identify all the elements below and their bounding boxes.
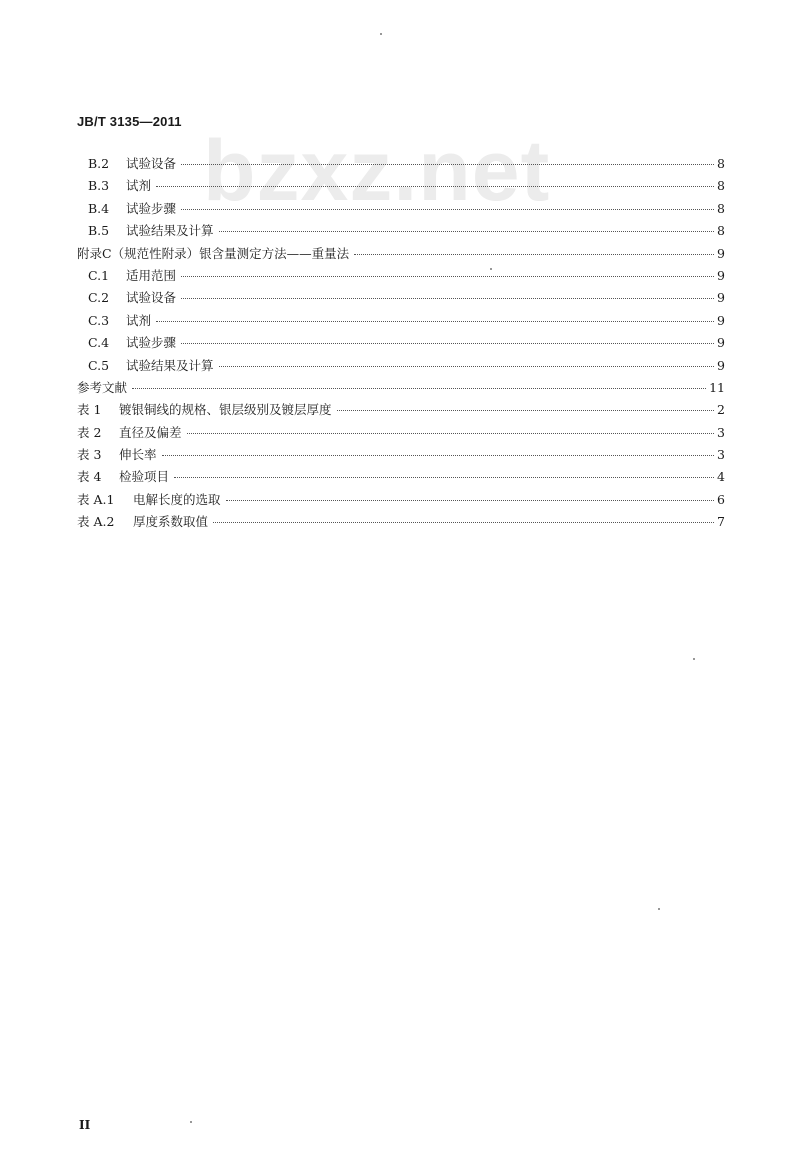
toc-entry-b4 — [77, 199, 725, 221]
toc-entry-code: 表 2 — [77, 424, 102, 440]
scan-speck — [380, 33, 382, 35]
toc-entry-page: 3 — [717, 447, 725, 463]
toc-entry-title: 试验结果及计算 — [126, 223, 214, 239]
toc-entry-table-4 — [77, 467, 725, 489]
toc-entry-code: 表 3 — [77, 447, 102, 463]
toc-entry-code: C.5 — [88, 357, 110, 373]
toc-entry-title: 检验项目 — [119, 469, 170, 485]
toc-leader-dots — [354, 254, 714, 255]
toc-entry-table-1 — [77, 400, 725, 422]
toc-entry-code: B.5 — [88, 223, 110, 239]
toc-entry-page: 9 — [717, 267, 725, 283]
toc-entry-table-3 — [77, 445, 725, 467]
toc-leader-dots — [219, 231, 714, 232]
toc-leader-dots — [156, 186, 714, 187]
toc-leader-dots — [181, 276, 714, 277]
toc-entry-title: 试验设备 — [126, 156, 177, 171]
scan-speck — [658, 908, 660, 910]
toc-entry-table-a1 — [77, 490, 725, 512]
toc-entry-page: 4 — [717, 469, 725, 485]
toc-entry-title: 镀银铜线的规格、银层级别及镀层厚度 — [119, 402, 332, 418]
toc-entry-code: B.2 — [88, 156, 110, 171]
toc-leader-dots — [219, 366, 714, 367]
toc-entry-page: 8 — [717, 200, 725, 216]
toc-entry-code: B.4 — [88, 200, 110, 216]
toc-leader-dots — [226, 500, 714, 501]
toc-entry-title: 伸长率 — [119, 447, 157, 463]
toc-entry-b3 — [77, 176, 725, 198]
toc-entry-title: 试验步骤 — [126, 335, 177, 351]
toc-entry-title: 试验设备 — [126, 290, 177, 306]
toc-entry-title: 试剂 — [126, 178, 152, 194]
toc-entry-page: 6 — [717, 491, 725, 507]
toc-entry-code: C.3 — [88, 312, 110, 328]
toc-entry-references — [77, 378, 725, 400]
toc-entry-page: 11 — [709, 379, 725, 395]
toc-entry-page: 3 — [717, 424, 725, 440]
table-of-contents — [77, 154, 725, 535]
toc-entry-b2 — [77, 154, 725, 176]
toc-leader-dots — [181, 209, 714, 210]
toc-entry-table-a2 — [77, 512, 725, 534]
toc-leader-dots — [213, 522, 714, 523]
toc-leader-dots — [187, 433, 714, 434]
toc-leader-dots — [181, 164, 714, 165]
toc-entry-c3 — [77, 311, 725, 333]
toc-leader-dots — [181, 298, 714, 299]
toc-leader-dots — [174, 477, 714, 478]
toc-leader-dots — [132, 388, 706, 389]
toc-entry-page: 2 — [717, 402, 725, 418]
toc-entry-appendix-c — [77, 244, 725, 266]
toc-entry-page: 9 — [717, 290, 725, 306]
toc-entry-code: C.4 — [88, 335, 110, 351]
toc-entry-code: C.1 — [88, 267, 110, 283]
toc-entry-title: 参考文献 — [77, 379, 128, 395]
toc-entry-page: 7 — [717, 514, 725, 530]
toc-leader-dots — [156, 321, 714, 322]
toc-entry-page: 9 — [717, 245, 725, 261]
toc-entry-page: 8 — [717, 178, 725, 194]
toc-entry-title: 适用范围 — [126, 267, 177, 283]
toc-leader-dots — [337, 410, 714, 411]
toc-entry-code: 表 A.2 — [77, 514, 115, 530]
toc-entry-title: 试验结果及计算 — [126, 357, 214, 373]
toc-entry-title: 厚度系数取值 — [133, 514, 209, 530]
toc-entry-title: 试验步骤 — [126, 200, 177, 216]
toc-entry-code: C.2 — [88, 290, 110, 306]
toc-entry-title: 试剂 — [126, 312, 152, 328]
watermark: bzxz.net — [203, 123, 551, 219]
toc-leader-dots — [162, 455, 714, 456]
toc-entry-code: 表 1 — [77, 402, 102, 418]
toc-entry-table-2 — [77, 423, 725, 445]
standard-number-header: JB/T 3135—2011 — [77, 114, 182, 129]
toc-entry-page: 8 — [717, 223, 725, 239]
page-number-footer: II — [79, 1118, 91, 1132]
toc-entry-title: 直径及偏差 — [119, 424, 182, 440]
toc-entry-code: B.3 — [88, 178, 110, 194]
toc-entry-page: 9 — [717, 335, 725, 351]
toc-entry-title: 附录C（规范性附录）银含量测定方法——重量法 — [77, 245, 350, 261]
toc-entry-code: 表 4 — [77, 469, 102, 485]
scan-speck — [693, 658, 695, 660]
toc-entry-c5 — [77, 356, 725, 378]
toc-entry-c2 — [77, 288, 725, 310]
toc-entry-code: 表 A.1 — [77, 491, 115, 507]
toc-entry-c1 — [77, 266, 725, 288]
toc-entry-page: 9 — [717, 357, 725, 373]
toc-leader-dots — [181, 343, 714, 344]
toc-entry-c4 — [77, 333, 725, 355]
toc-entry-page: 8 — [717, 156, 725, 171]
scan-speck — [190, 1121, 192, 1123]
toc-entry-title: 电解长度的选取 — [133, 491, 221, 507]
toc-entry-b5 — [77, 221, 725, 243]
toc-entry-page: 9 — [717, 312, 725, 328]
